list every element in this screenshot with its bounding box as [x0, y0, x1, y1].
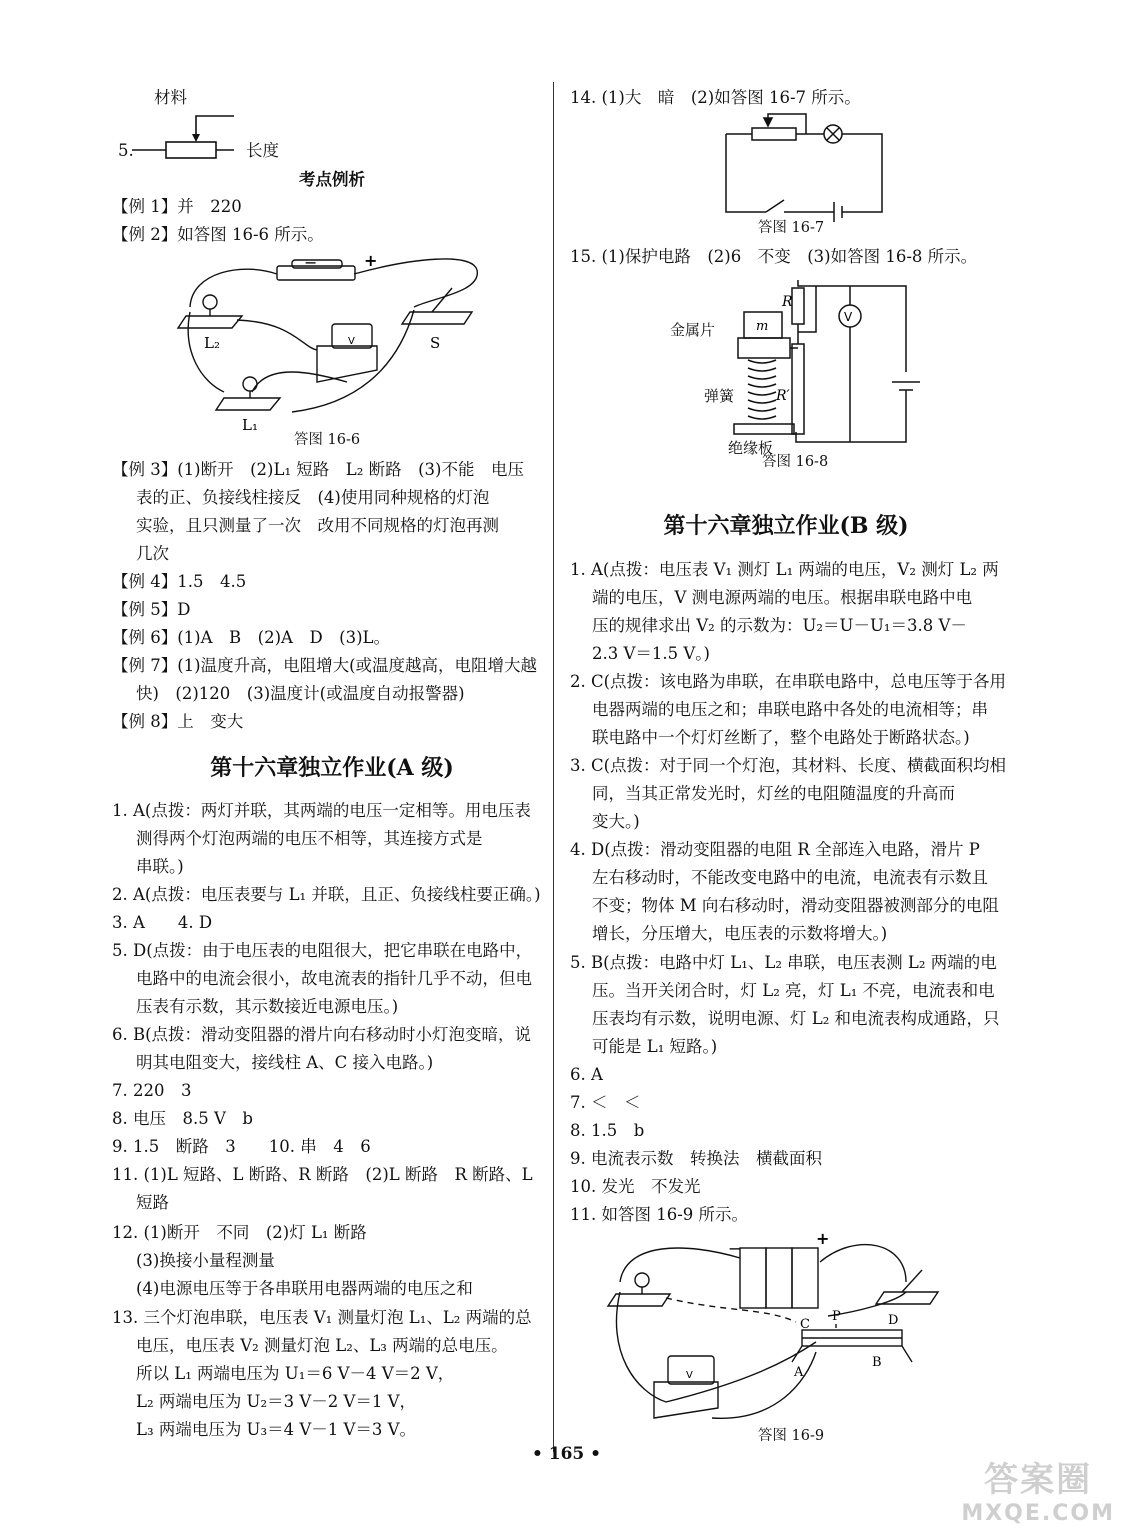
voltmeter-label: V [844, 310, 853, 324]
text-line: 快) (2)120 (3)温度计(或温度自动报警器) [136, 684, 465, 703]
label-spring: 弹簧 [704, 387, 735, 405]
text-line: 15. (1)保护电路 (2)6 不变 (3)如答图 16-8 所示。 [570, 247, 978, 266]
text-line: 9. 1.5 断路 3 10. 串 4 6 [112, 1137, 371, 1156]
text-line: 1. A(点拨：两灯并联，其两端的电压一定相等。用电压表 [112, 801, 531, 820]
figure-caption: 答图 16-8 [762, 454, 829, 470]
rheostat-symbol [132, 112, 242, 162]
text-line: 13. 三个灯泡串联，电压表 V₁ 测量灯泡 L₁、L₂ 两端的总 [112, 1308, 532, 1327]
battery-positive-label: + [364, 251, 378, 270]
figure-caption: 答图 16-9 [757, 1428, 825, 1444]
circuit-figure-16-7 [726, 114, 886, 214]
terminal-c-label: C [800, 1317, 810, 1332]
watermark-url: MXQE.COM [961, 1501, 1115, 1526]
text-line: 压。当开关闭合时，灯 L₂ 亮，灯 L₁ 不亮，电流表和电 [592, 981, 995, 1000]
text-line: 5. B(点拨：电路中灯 L₁、L₂ 串联，电压表测 L₂ 两端的电 [570, 953, 997, 972]
text-line: 10. 发光 不发光 [570, 1177, 701, 1196]
battery-negative-label: − [728, 1239, 742, 1258]
text-line: 4. D(点拨：滑动变阻器的电阻 R 全部连入电路，滑片 P [570, 840, 980, 859]
text-line: 6. B(点拨：滑动变阻器的滑片向右移动时小灯泡变暗，说 [112, 1025, 532, 1044]
text-line: 【例 1】并 220 [112, 197, 242, 216]
text-line: 联电路中一个灯灯丝断了，整个电路处于断路状态。) [592, 728, 970, 747]
text-line: L₃ 两端电压为 U₃＝4 V－1 V＝3 V。 [136, 1420, 417, 1439]
text-line: 2. C(点拨：该电路为串联，在串联电路中，总电压等于各用 [570, 672, 1007, 691]
voltmeter-label: V [686, 1370, 693, 1381]
text-line: 端的电压，V 测电源两端的电压。根据串联电路中电 [592, 588, 973, 607]
chapter-heading-b: 第十六章独立作业(B 级) [663, 513, 909, 539]
voltmeter-label: V [348, 336, 355, 347]
lamp-l1-label: L₁ [242, 416, 258, 434]
text-line: 短路 [136, 1193, 169, 1212]
terminal-b-label: B [872, 1355, 882, 1370]
lamp-l2-label: L₂ [204, 334, 220, 352]
text-line: 不变；物体 M 向右移动时，滑动变阻器被测部分的电阻 [592, 896, 999, 915]
text-line: 【例 6】(1)A B (2)A D (3)L。 [112, 628, 391, 647]
text-line: 测得两个灯泡两端的电压不相等，其连接方式是 [136, 829, 483, 848]
figure-caption: 答图 16-6 [293, 432, 361, 448]
battery-positive-label: + [816, 1229, 830, 1248]
text-line: 长度 [246, 141, 279, 160]
battery-negative-label: − [304, 253, 318, 272]
text-line: L₂ 两端电压为 U₂＝3 V－2 V＝1 V， [136, 1392, 417, 1411]
terminal-d-label: D [888, 1313, 899, 1328]
text-line: 所以 L₁ 两端电压为 U₁＝6 V－4 V＝2 V， [136, 1364, 455, 1383]
text-line: 11. (1)L 短路、L 断路、R 断路 (2)L 断路 R 断路、L [112, 1165, 533, 1184]
resistor-r-label: R [782, 294, 793, 310]
text-line: 12. (1)断开 不同 (2)灯 L₁ 断路 [112, 1223, 367, 1242]
circuit-figure-16-9 [606, 1229, 946, 1422]
text-line: 可能是 L₁ 短路。) [592, 1037, 718, 1056]
watermark-logo [961, 1452, 1115, 1526]
watermark-text: 答案圈 [984, 1460, 1093, 1500]
section-heading: 考点例析 [299, 170, 365, 189]
column-divider [553, 82, 554, 1452]
page-number: • 165 • [531, 1444, 602, 1464]
text-line: 14. (1)大 暗 (2)如答图 16-7 所示。 [570, 88, 861, 107]
chapter-heading-a: 第十六章独立作业(A 级) [210, 755, 454, 781]
slider-p-label: P [832, 1309, 841, 1324]
terminal-a-label: A [794, 1365, 804, 1380]
text-line: 电压，电压表 V₂ 测量灯泡 L₂、L₃ 两端的总电压。 [136, 1336, 508, 1355]
text-line: 3. A 4. D [112, 913, 213, 932]
text-line: 8. 1.5 b [570, 1121, 645, 1140]
figure-caption: 答图 16-7 [757, 220, 825, 236]
text-line: 实验，且只测量了一次 改用不同规格的灯泡再测 [136, 516, 499, 535]
label-metal-sheet: 金属片 [670, 321, 716, 339]
text-line: 1. A(点拨：电压表 V₁ 测灯 L₁ 两端的电压，V₂ 测灯 L₂ 两 [570, 560, 999, 579]
text-line: 【例 4】1.5 4.5 [112, 572, 247, 591]
text-line: 7. ＜ ＜ [570, 1093, 641, 1112]
text-line: 同，当其正常发光时，灯丝的电阻随温度的升高而 [592, 784, 955, 803]
mass-m-label: m [756, 319, 769, 334]
text-line: 电器两端的电压之和；串联电路中各处的电流相等；串 [592, 700, 988, 719]
text-line: 压表有示数，其示数接近电源电压。) [136, 997, 399, 1016]
resistor-rprime-label: R′ [776, 388, 790, 404]
text-line: 表的正、负接线柱接反 (4)使用同种规格的灯泡 [136, 488, 490, 507]
text-line: 5. [118, 141, 134, 160]
text-line: (4)电源电压等于各串联用电器两端的电压之和 [136, 1279, 473, 1298]
text-line: (3)换接小量程测量 [136, 1251, 275, 1270]
text-line: 几次 [136, 544, 169, 563]
text-line: 8. 电压 8.5 V b [112, 1109, 253, 1128]
text-line: 压表均有示数，说明电源、灯 L₂ 和电流表构成通路，只 [592, 1009, 1000, 1028]
text-line: 2.3 V＝1.5 V。) [592, 644, 710, 663]
text-line: 【例 7】(1)温度升高，电阻增大(或温度越高，电阻增大越 [112, 656, 538, 675]
text-line: 左右移动时，不能改变电路中的电流，电流表有示数且 [592, 868, 988, 887]
circuit-figure-16-6 [182, 252, 502, 432]
text-line: 7. 220 3 [112, 1081, 192, 1100]
text-line: 【例 3】(1)断开 (2)L₁ 短路 L₂ 断路 (3)不能 电压 [112, 460, 524, 479]
label-insulating-board: 绝缘板 [728, 439, 774, 457]
text-line: 5. D(点拨：由于电压表的电阻很大，把它串联在电路中， [112, 941, 533, 960]
text-line: 9. 电流表示数 转换法 横截面积 [570, 1149, 822, 1168]
text-line: 变大。) [592, 812, 640, 831]
text-line: 电路中的电流会很小，故电流表的指针几乎不动，但电 [136, 969, 532, 988]
text-line: 2. A(点拨：电压表要与 L₁ 并联，且正、负接线柱要正确。) [112, 885, 541, 904]
text-line: 11. 如答图 16-9 所示。 [570, 1205, 749, 1224]
text-line: 明其电阻变大，接线柱 A、C 接入电路。) [136, 1053, 434, 1072]
switch-s-label: S [430, 334, 441, 352]
text-line: 增长，分压增大，电压表的示数将增大。) [592, 924, 888, 943]
text-line: 串联。) [136, 857, 184, 876]
text-line: 压的规律求出 V₂ 的示数为：U₂＝U－U₁＝3.8 V－ [592, 616, 967, 635]
text-line: 【例 8】上 变大 [112, 712, 244, 731]
text-line: 材料 [154, 88, 187, 107]
text-line: 【例 5】D [112, 600, 191, 619]
text-line: 【例 2】如答图 16-6 所示。 [112, 225, 324, 244]
text-line: 3. C(点拨：对于同一个灯泡，其材料、长度、横截面积均相 [570, 756, 1007, 775]
text-line: 6. A [570, 1065, 603, 1084]
